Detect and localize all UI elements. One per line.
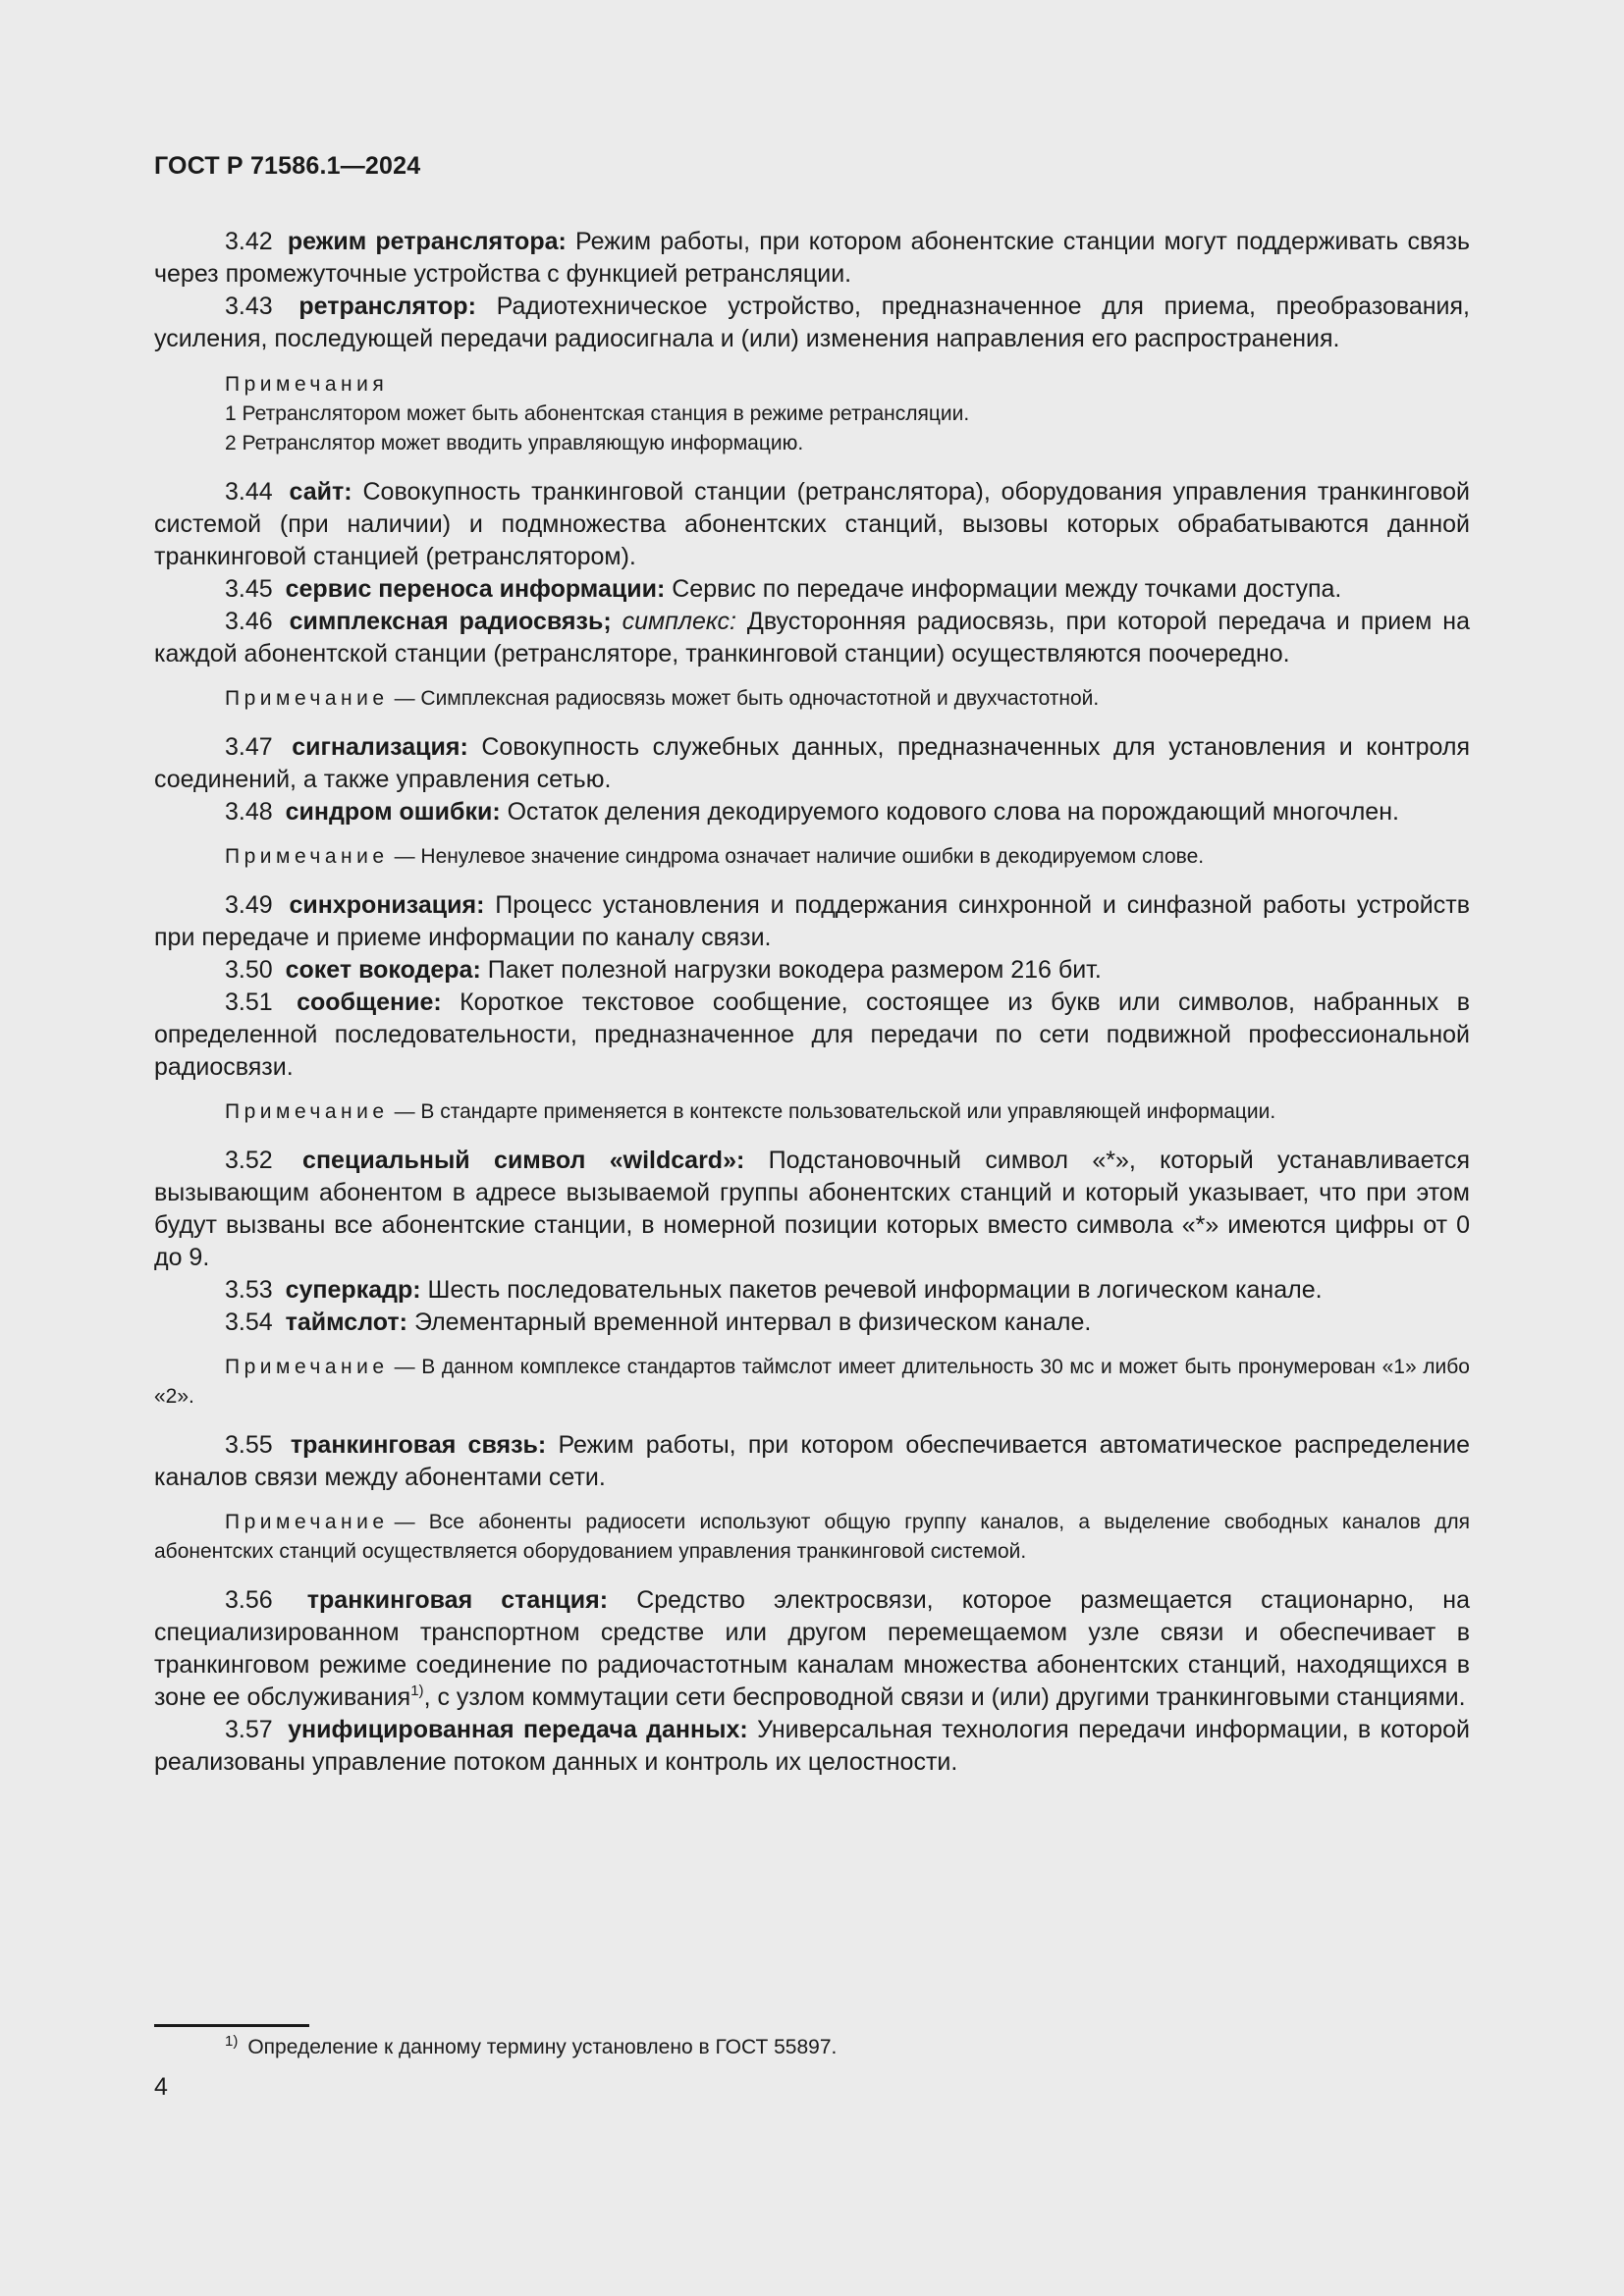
document-header: ГОСТ Р 71586.1—2024 [154,152,421,180]
note-label: Примечания [225,373,389,396]
term-3-54: 3.54 таймслот: Элементарный временной интервал в физическом канале. [225,1308,1092,1336]
term-3-47: 3.47 сигнализация: Совокупность служебных данных, предназначенных для установления и контроля соединений, а также управления сетью. [154,733,1470,793]
term-3-51: 3.51 сообщение: Короткое текстовое сообщение, состоящее из букв или символов, набранных в определенной последовательности, предназначенное для передачи по сети подвижной профессиональной радиосвязи. [154,988,1470,1081]
term-3-42: 3.42 режим ретранслятора: Режим работы, при котором абонентские станции могут поддерживать связь через промежуточные устройства с функцией ретрансляции. [154,228,1470,288]
term-3-57: 3.57 унифицированная передача данных: Универсальная технология передачи информации, в которой реализованы управление потоком данных и контроль их целостности. [154,1716,1471,1776]
note-3-51: Примечание — В стандарте применяется в контексте пользовательской или управляющей информации. [225,1100,1276,1123]
footnote-separator [154,2024,309,2027]
term-3-43: 3.43 ретранслятор: Радиотехническое устройство, предназначенное для приема, преобразования, усиления, последующей передачи радиосигнала и (или) изменения направления его распространения. [154,293,1471,352]
note-3-46: Примечание — Симплексная радиосвязь может быть одночастотной и двухчастотной. [225,687,1100,710]
note-3-54: Примечание — В данном комплексе стандартов таймслот имеет длительность 30 мс и может быть пронумерован «1» либо «2». [154,1356,1470,1408]
term-3-50: 3.50 сокет вокодера: Пакет полезной нагрузки вокодера размером 216 бит. [225,956,1102,984]
footnote-reference: 1) [410,1682,424,1699]
term-3-52: 3.52 специальный символ «wildcard»: Подстановочный символ «*», который устанавливается вызывающим абонентом в адресе вызываемой группы абонентских станций и который указывает, что при этом будут вызваны все абонентские станции, в номерной позиции которых вместо символа «*» имеются цифры от 0 до 9. [154,1147,1470,1271]
term-3-55: 3.55 транкинговая связь: Режим работы, при котором обеспечивается автоматическое распределение каналов связи между абонентами сети. [154,1431,1471,1491]
document-body [154,226,1470,1779]
term-3-46: 3.46 симплексная радиосвязь; симплекс: Двусторонняя радиосвязь, при которой передача и прием на каждой абонентской станции (ретрансляторе, транкинговой станции) осуществляются поочередно. [154,608,1470,667]
term-3-53: 3.53 суперкадр: Шесть последовательных пакетов речевой информации в логическом канале. [225,1276,1323,1304]
term-3-56: 3.56 транкинговая станция: Средство электросвязи, которое размещается стационарно, на специализированном транспортном средстве или другом перемещаемом узле связи и обеспечивает в транкинговом режиме соединение по радиочастотным каналам множества абонентских станций, находящихся в зоне ее обслуживания$^{1)}$, с узлом коммутации сети беспроводной связи и (или) другими транкинговыми станциями. [154,1586,1470,1711]
note-item: 1 Ретранслятором может быть абонентская станция в режиме ретрансляции. [225,402,970,425]
page-number: 4 [154,2073,168,2101]
footnote-text: Определение к данному термину установлено в ГОСТ 55897. [247,2036,838,2058]
note-3-55: Примечание — Все абоненты радиосети используют общую группу каналов, а выделение свободных каналов для абонентских станций осуществляется оборудованием управления транкинговой системой. [154,1511,1470,1563]
term-3-45: 3.45 сервис переноса информации: Сервис по передаче информации между точками доступа. [225,575,1342,603]
term-3-44: 3.44 сайт: Совокупность транкинговой станции (ретранслятора), оборудования управления транкинговой системой (при наличии) и подмножества абонентских станций, вызовы которых обрабатываются данной транкинговой станцией (ретранслятором). [154,478,1470,570]
note-item: 2 Ретранслятор может вводить управляющую информацию. [225,432,804,454]
footnote-mark: 1) [225,2033,239,2050]
term-3-48: 3.48 синдром ошибки: Остаток деления декодируемого кодового слова на порождающий многочлен. [225,798,1399,826]
footnote [225,2033,837,2062]
note-3-48: Примечание — Ненулевое значение синдрома означает наличие ошибки в декодируемом слове. [225,845,1205,868]
term-3-49: 3.49 синхронизация: Процесс установления и поддержания синхронной и синфазной работы устройств при передаче и приеме информации по каналу связи. [154,891,1470,951]
note-3-43 [154,370,1470,458]
